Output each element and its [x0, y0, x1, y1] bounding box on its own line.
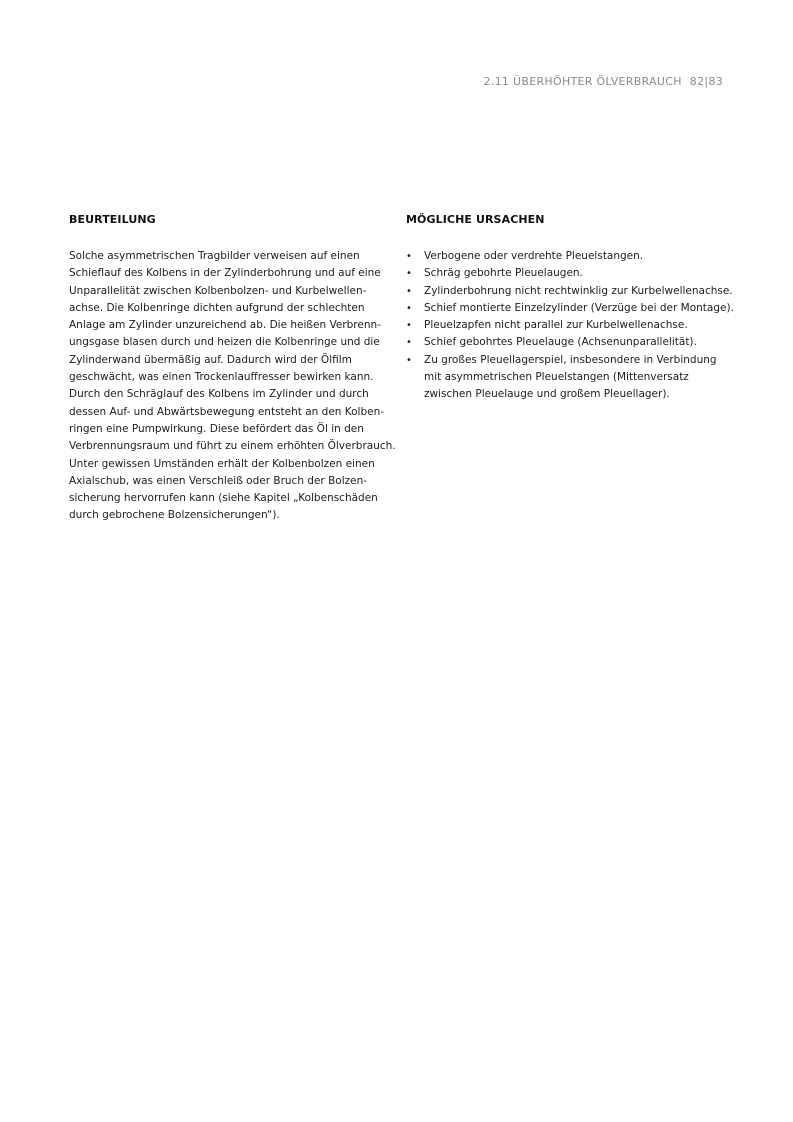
list-item: [406, 283, 733, 300]
list-item-text: Schief montierte Einzelzylinder (Verzüge bei der Montage).: [424, 301, 734, 314]
causes-list: [406, 248, 734, 404]
paragraph-line: geschwächt, was einen Trockenlauffresser bewirken kann.: [69, 371, 374, 384]
paragraph-line: Unparallelität zwischen Kolbenbolzen- und Kurbelwellen-: [69, 284, 367, 297]
list-item-text: mit asymmetrischen Pleuelstangen (Mittenversatz: [424, 371, 689, 384]
paragraph-line: Durch den Schräglauf des Kolbens im Zylinder und durch: [69, 388, 369, 401]
bullet-icon: •: [406, 320, 412, 332]
bullet-icon: •: [406, 251, 412, 262]
running-header: [484, 75, 723, 88]
paragraph-line: Solche asymmetrischen Tragbilder verweisen auf einen: [69, 250, 360, 262]
list-item-text: Verbogene oder verdrehte Pleuelstangen.: [424, 250, 644, 262]
paragraph-line: Anlage am Zylinder unzureichend ab. Die heißen Verbrenn-: [69, 319, 381, 332]
list-item: [406, 317, 726, 334]
causes-heading: MÖGLICHE URSACHEN: [406, 213, 545, 226]
list-item-text: Pleuelzapfen nicht parallel zur Kurbelwellenachse.: [424, 319, 688, 332]
bullet-icon: •: [406, 337, 412, 349]
paragraph-line: Schieflauf des Kolbens in der Zylinderbohrung und auf eine: [69, 267, 381, 280]
paragraph-line: ringen eine Pumpwirkung. Diese befördert das Öl in den: [69, 422, 364, 435]
paragraph-line: sicherung hervorrufen kann (siehe Kapitel „Kolbenschäden: [69, 492, 378, 505]
list-item: [406, 248, 726, 265]
list-item-text: Schief gebohrtes Pleuelauge (Achsenunparallelität).: [424, 336, 697, 349]
list-item-text: Zu großes Pleuellagerspiel, insbesondere in Verbindung: [424, 353, 717, 366]
paragraph-line: Verbrennungsraum und führt zu einem erhöhten Ölverbrauch.: [69, 440, 396, 453]
list-item: [406, 352, 726, 404]
bullet-icon: •: [406, 302, 412, 314]
paragraph-line: Unter gewissen Umständen erhält der Kolbenbolzen einen: [69, 457, 375, 470]
list-item-text: Schräg gebohrte Pleuelaugen.: [424, 267, 583, 280]
bullet-icon: •: [406, 354, 412, 366]
paragraph-line: Axialschub, was einen Verschleiß oder Bruch der Bolzen-: [69, 474, 368, 487]
assessment-heading: BEURTEILUNG: [69, 213, 156, 226]
section-title: 2.11 ÜBERHÖHTER ÖLVERBRAUCH: [483, 75, 682, 88]
assessment-paragraph: [69, 248, 396, 525]
paragraph-line: dessen Auf- und Abwärtsbewegung entsteht an den Kolben-: [69, 405, 385, 418]
page-numbers: 82|83: [689, 75, 723, 88]
assessment-column: [69, 213, 396, 525]
bullet-icon: •: [406, 268, 412, 280]
paragraph-line: durch gebrochene Bolzensicherungen“).: [69, 509, 280, 522]
causes-column: [406, 213, 734, 404]
paragraph-line: Zylinderwand übermäßig auf. Dadurch wird der Ölfilm: [69, 353, 352, 366]
list-item-text: Zylinderbohrung nicht rechtwinklig zur Kurbelwellenachse.: [424, 284, 733, 297]
list-item: [406, 265, 726, 282]
paragraph-line: ungsgase blasen durch und heizen die Kolbenringe und die: [69, 336, 380, 349]
list-item: [406, 300, 734, 317]
paragraph-line: achse. Die Kolbenringe dichten aufgrund der schlechten: [69, 301, 365, 314]
bullet-icon: •: [406, 285, 412, 297]
list-item-text: zwischen Pleuelauge und großem Pleuellager).: [424, 388, 670, 401]
list-item: [406, 334, 726, 351]
